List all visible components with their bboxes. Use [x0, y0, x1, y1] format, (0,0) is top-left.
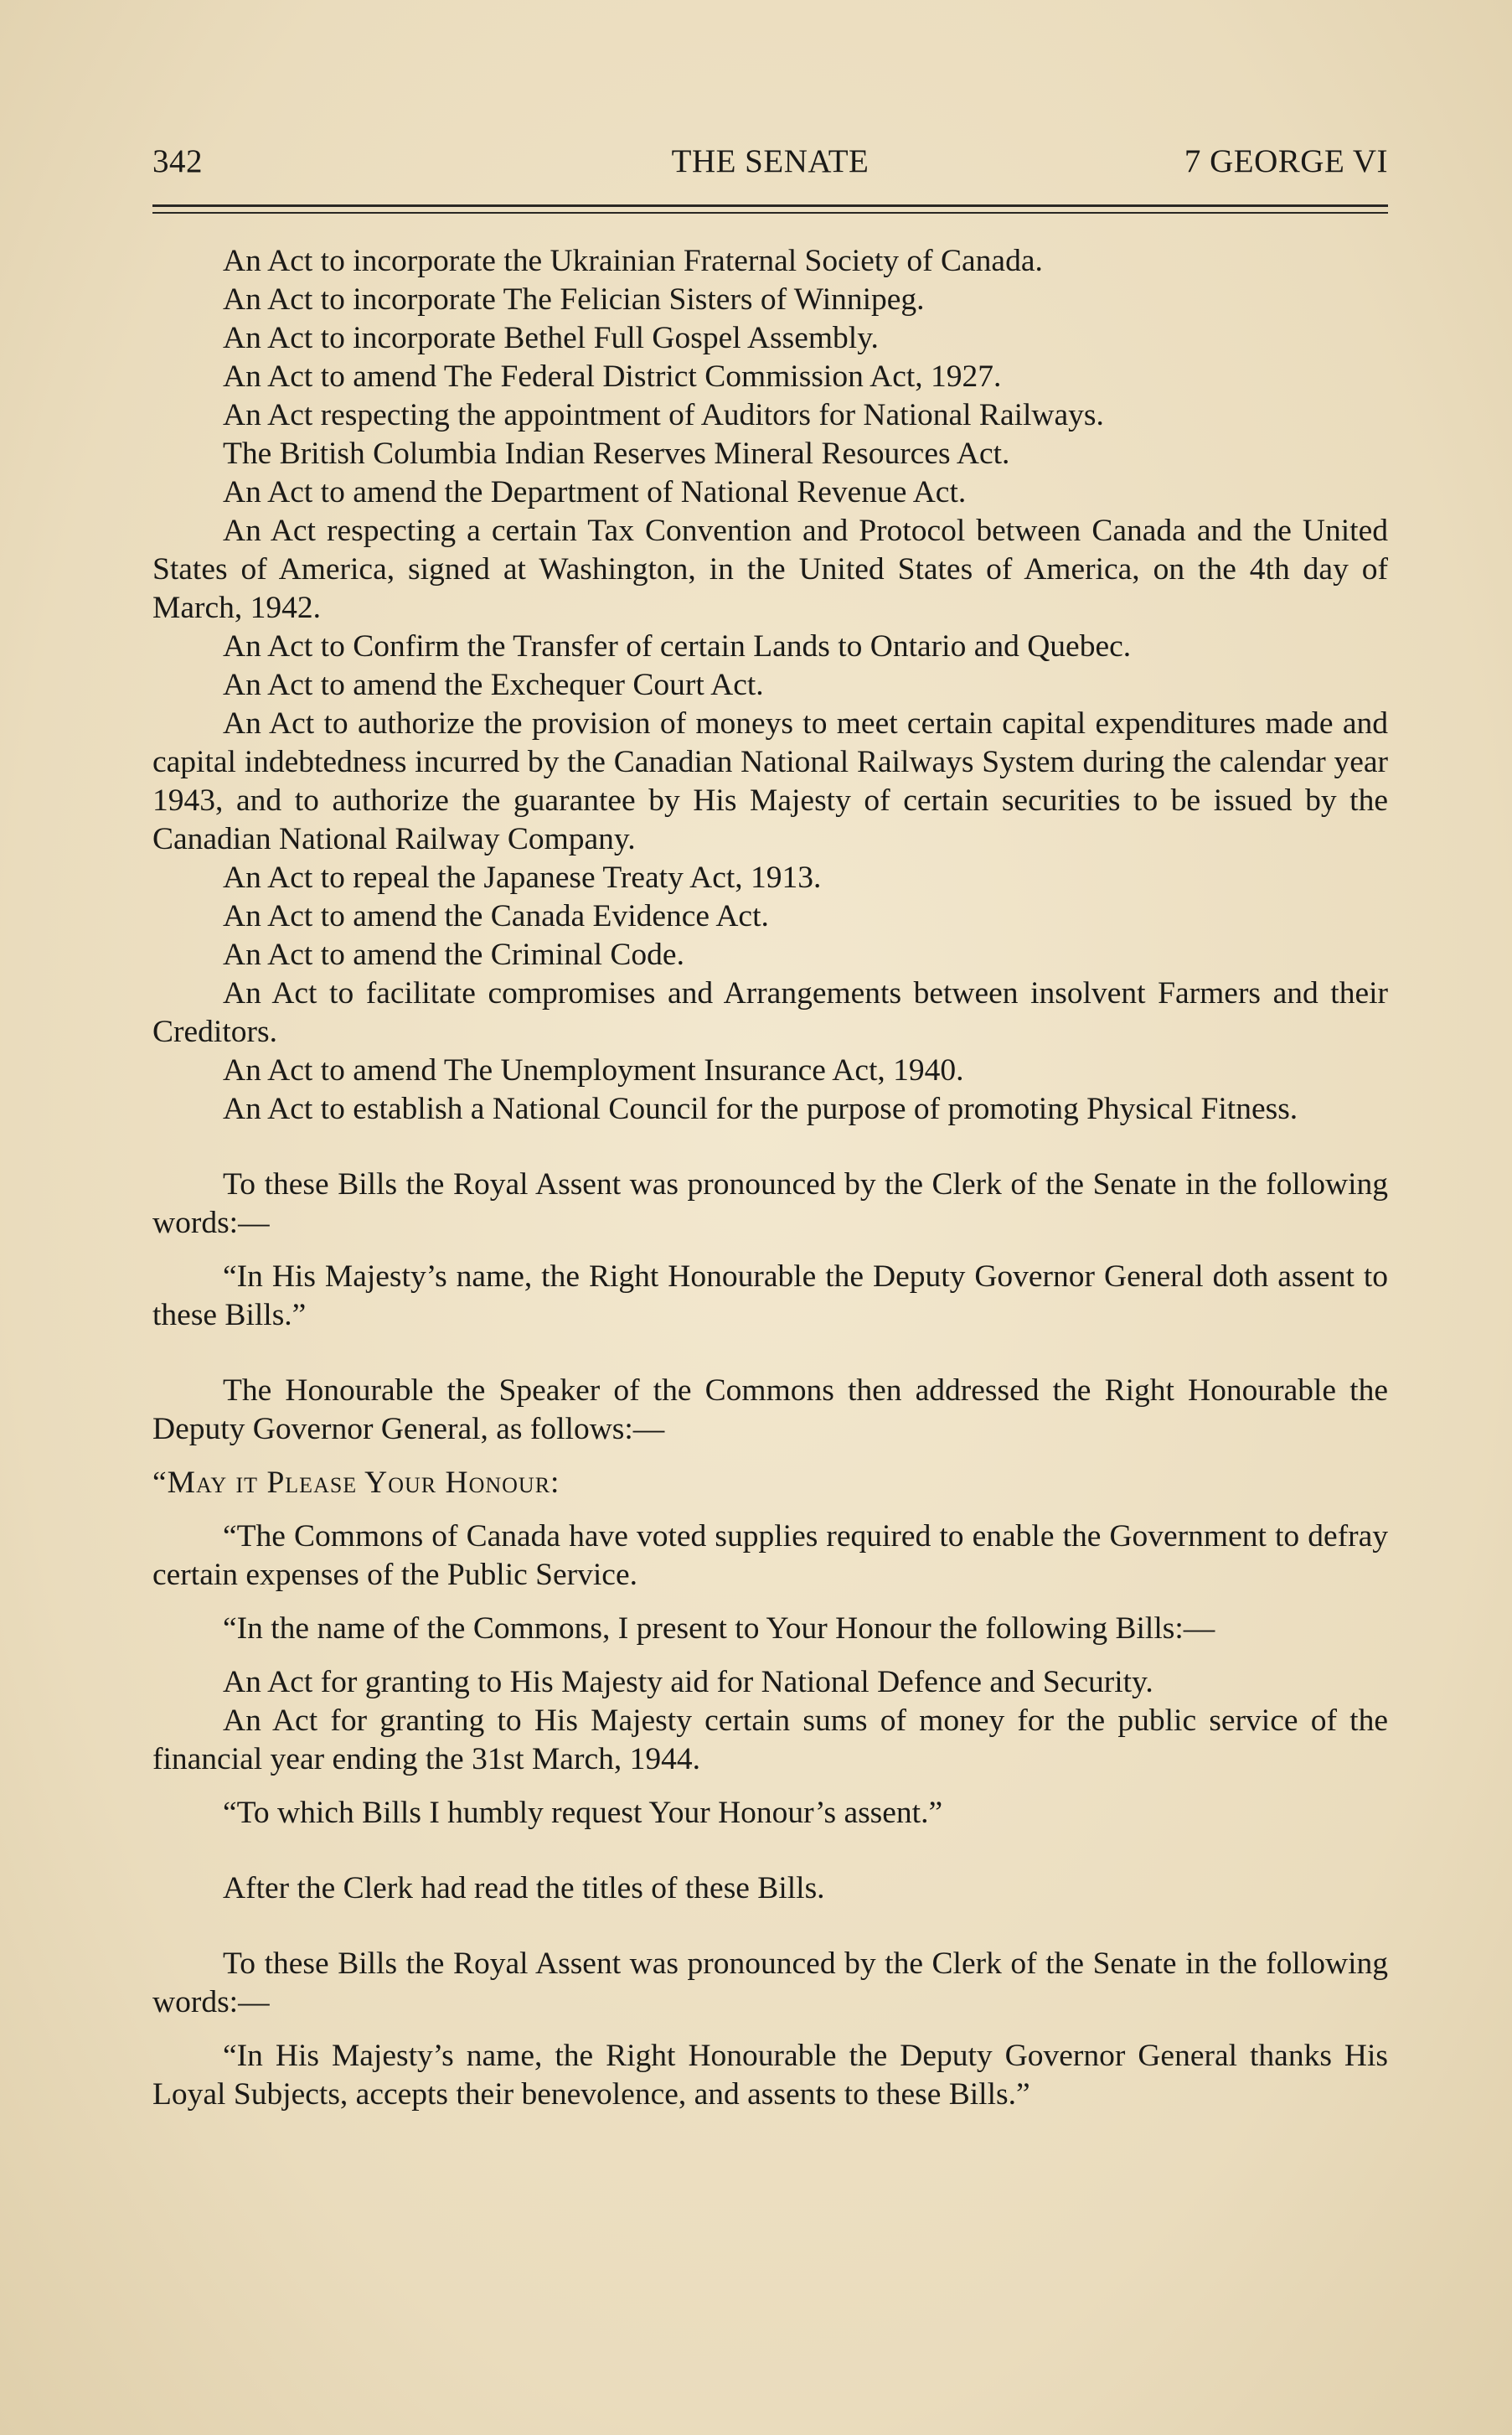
- bill-item: An Act to amend the Department of National Revenue Act.: [223, 475, 967, 509]
- header-rule: [152, 204, 1388, 214]
- bill-item: An Act to amend the Exchequer Court Act.: [223, 668, 764, 702]
- salutation: “May it Please Your Honour:: [152, 1466, 560, 1500]
- reign-label: 7 GEORGE VI: [1184, 143, 1388, 179]
- present-bills-paragraph: “In the name of the Commons, I present to Your Honour the following Bills:—: [223, 1611, 1215, 1646]
- bill-item: An Act to establish a National Council for the purpose of promoting Physical Fitness.: [223, 1092, 1298, 1126]
- speaker-address-paragraph: The Honourable the Speaker of the Commons then addressed the Right Honourable the Deputy Governor General, as follows:—: [152, 1373, 1388, 1446]
- bill-item: An Act to amend the Criminal Code.: [223, 938, 684, 972]
- bill-item: An Act for granting to His Majesty aid for National Defence and Security.: [223, 1665, 1153, 1699]
- bill-item: An Act to repeal the Japanese Treaty Act, 1913.: [223, 861, 822, 895]
- supplies-paragraph: “The Commons of Canada have voted supplies required to enable the Government to defray certain expenses of the Public Service.: [152, 1519, 1388, 1592]
- bills-list-second: [152, 1663, 1388, 1779]
- bill-item: An Act to amend The Federal District Commission Act, 1927.: [223, 359, 1002, 394]
- assent-intro-paragraph: To these Bills the Royal Assent was pronounced by the Clerk of the Senate in the following words:—: [152, 1946, 1388, 2019]
- bills-list-first: [152, 242, 1388, 1129]
- bill-item: An Act for granting to His Majesty certain sums of money for the public service of the financial year ending the 31st March, 1944.: [152, 1703, 1388, 1776]
- request-assent-paragraph: “To which Bills I humbly request Your Honour’s assent.”: [223, 1796, 943, 1830]
- clerk-read-paragraph: After the Clerk had read the titles of these Bills.: [223, 1871, 825, 1905]
- bill-item: An Act respecting the appointment of Auditors for National Railways.: [223, 398, 1104, 432]
- bill-item: An Act to incorporate The Felician Sisters of Winnipeg.: [223, 282, 925, 317]
- page-body: [152, 242, 1388, 2114]
- bill-item: An Act respecting a certain Tax Convention and Protocol between Canada and the United States of America, signed at Washington, in the United States of America, on the 4th day of March, 1942.: [152, 514, 1388, 625]
- bill-item: An Act to incorporate the Ukrainian Fraternal Society of Canada.: [223, 244, 1043, 278]
- assent-words-paragraph: “In His Majesty’s name, the Right Honourable the Deputy Governor General doth assent to these Bills.”: [152, 1259, 1388, 1332]
- running-header: [152, 134, 1388, 184]
- page-number: 342: [152, 143, 203, 179]
- bill-item: The British Columbia Indian Reserves Mineral Resources Act.: [223, 437, 1010, 471]
- bill-item: An Act to facilitate compromises and Arrangements between insolvent Farmers and their Creditors.: [152, 976, 1388, 1049]
- bill-item: An Act to amend the Canada Evidence Act.: [223, 899, 769, 933]
- page-title: THE SENATE: [671, 143, 870, 179]
- bill-item: An Act to amend The Unemployment Insurance Act, 1940.: [223, 1053, 964, 1088]
- assent-intro-paragraph: To these Bills the Royal Assent was pronounced by the Clerk of the Senate in the following words:—: [152, 1167, 1388, 1240]
- assent-words-paragraph: “In His Majesty’s name, the Right Honourable the Deputy Governor General thanks His Loyal Subjects, accepts their benevolence, and assents to these Bills.”: [152, 2039, 1388, 2112]
- bill-item: An Act to authorize the provision of moneys to meet certain capital expenditures made and capital indebtedness incurred by the Canadian National Railways System during the calendar year 1943, and to authorize the guarantee by His Majesty of certain securities to be issued by the Canadian National Railway Company.: [152, 706, 1388, 856]
- bill-item: An Act to Confirm the Transfer of certain Lands to Ontario and Quebec.: [223, 629, 1132, 664]
- bill-item: An Act to incorporate Bethel Full Gospel Assembly.: [223, 321, 879, 355]
